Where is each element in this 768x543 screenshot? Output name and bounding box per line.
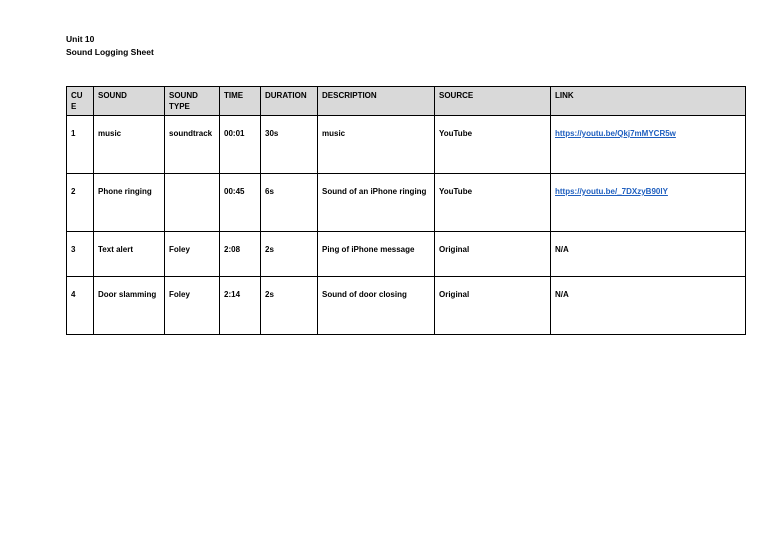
link-cell: N/A (551, 277, 746, 335)
time-cell: 00:01 (220, 116, 261, 174)
source-cell: YouTube (435, 174, 551, 232)
link-cell (551, 116, 746, 174)
col-header-duration: DURATION (261, 87, 318, 116)
time-cell: 2:14 (220, 277, 261, 335)
cue-cell: 4 (67, 277, 94, 335)
sound-cell: music (94, 116, 165, 174)
sound-type-cell: soundtrack (165, 116, 220, 174)
col-header-cue: CU E (67, 87, 94, 116)
table-row (67, 232, 746, 277)
description-cell: Sound of an iPhone ringing (318, 174, 435, 232)
time-cell: 00:45 (220, 174, 261, 232)
col-header-time: TIME (220, 87, 261, 116)
sound-cell: Text alert (94, 232, 165, 277)
description-cell: Ping of iPhone message (318, 232, 435, 277)
sound-logging-table (66, 86, 746, 335)
description-cell: Sound of door closing (318, 277, 435, 335)
link-cell: N/A (551, 232, 746, 277)
table-header-row (67, 87, 746, 116)
col-header-source: SOURCE (435, 87, 551, 116)
youtube-link[interactable]: https://youtu.be/Qkj7mMYCR5w (555, 129, 676, 138)
cue-cell: 2 (67, 174, 94, 232)
unit-title: Unit 10 (66, 34, 95, 44)
document-heading (66, 33, 154, 58)
col-header-sound: SOUND (94, 87, 165, 116)
table-row (67, 116, 746, 174)
sheet-title: Sound Logging Sheet (66, 46, 154, 57)
duration-cell: 30s (261, 116, 318, 174)
source-cell: YouTube (435, 116, 551, 174)
table-row (67, 277, 746, 335)
sound-type-cell (165, 174, 220, 232)
sound-cell: Door slamming (94, 277, 165, 335)
col-header-description: DESCRIPTION (318, 87, 435, 116)
sound-type-cell: Foley (165, 232, 220, 277)
table-row (67, 174, 746, 232)
time-cell: 2:08 (220, 232, 261, 277)
cue-cell: 3 (67, 232, 94, 277)
sound-type-cell: Foley (165, 277, 220, 335)
link-cell (551, 174, 746, 232)
col-header-link: LINK (551, 87, 746, 116)
col-header-sound-type: SOUND TYPE (165, 87, 220, 116)
duration-cell: 2s (261, 277, 318, 335)
source-cell: Original (435, 232, 551, 277)
source-cell: Original (435, 277, 551, 335)
duration-cell: 6s (261, 174, 318, 232)
sound-cell: Phone ringing (94, 174, 165, 232)
cue-cell: 1 (67, 116, 94, 174)
youtube-link[interactable]: https://youtu.be/_7DXzyB90lY (555, 187, 668, 196)
duration-cell: 2s (261, 232, 318, 277)
description-cell: music (318, 116, 435, 174)
